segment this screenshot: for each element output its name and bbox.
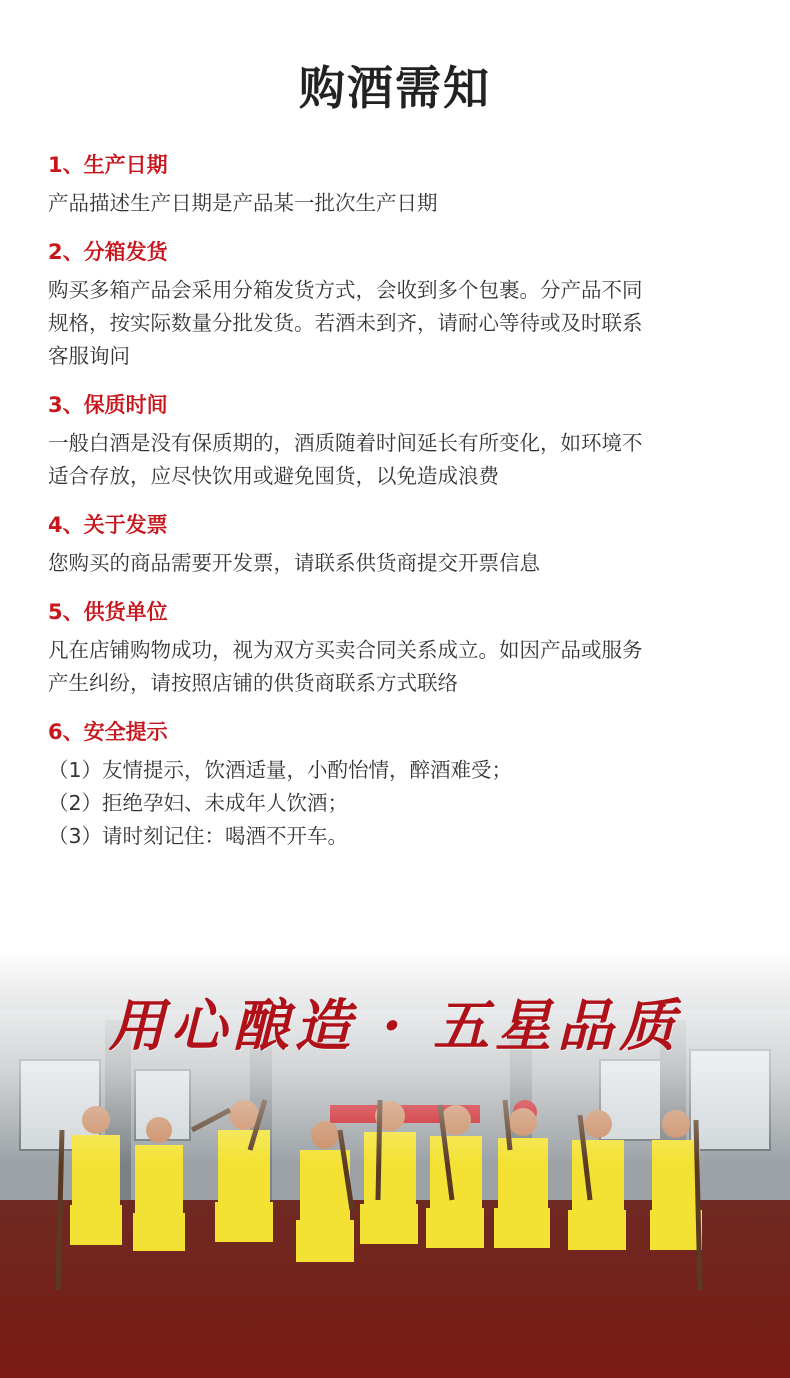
section-text: 产生纠纷，请按照店铺的供货商联系方式联络	[48, 671, 458, 695]
section-text: 适合存放，应尽快饮用或避免囤货，以免造成浪费	[48, 464, 499, 488]
section-title: 4、关于发票	[48, 513, 168, 537]
section-text: 规格，按实际数量分批发货。若酒未到齐，请耐心等待或及时联系	[48, 311, 643, 335]
section-split-shipping	[48, 237, 753, 373]
section-title: 3、保质时间	[48, 393, 168, 417]
section-title: 5、供货单位	[48, 600, 168, 624]
section-text: 产品描述生产日期是产品某一批次生产日期	[48, 191, 438, 215]
section-text: 购买多箱产品会采用分箱发货方式，会收到多个包裹。分产品不同	[48, 278, 643, 302]
notice-sections	[48, 150, 753, 870]
section-title: 1、生产日期	[48, 153, 168, 177]
section-text: （3）请时刻记住：喝酒不开车。	[48, 824, 349, 848]
section-production-date	[48, 150, 753, 220]
section-supplier	[48, 597, 753, 700]
section-text: （1）友情提示，饮酒适量，小酌怡情，醉酒难受；	[48, 758, 513, 782]
section-title: 6、安全提示	[48, 720, 168, 744]
section-text: 一般白酒是没有保质期的，酒质随着时间延长有所变化，如环境不	[48, 431, 643, 455]
section-text: 凡在店铺购物成功，视为双方买卖合同关系成立。如因产品或服务	[48, 638, 643, 662]
section-title: 2、分箱发货	[48, 240, 168, 264]
section-safety	[48, 717, 753, 853]
page-title: 购酒需知	[299, 61, 491, 115]
banner-slogan: 用心酿造 · 五星品质	[108, 993, 682, 1059]
section-invoice	[48, 510, 753, 580]
section-text: 您购买的商品需要开发票，请联系供货商提交开票信息	[48, 551, 540, 575]
brewery-banner	[0, 950, 790, 1378]
section-text: 客服询问	[48, 344, 130, 368]
section-shelf-life	[48, 390, 753, 493]
section-text: （2）拒绝孕妇、未成年人饮酒；	[48, 791, 349, 815]
